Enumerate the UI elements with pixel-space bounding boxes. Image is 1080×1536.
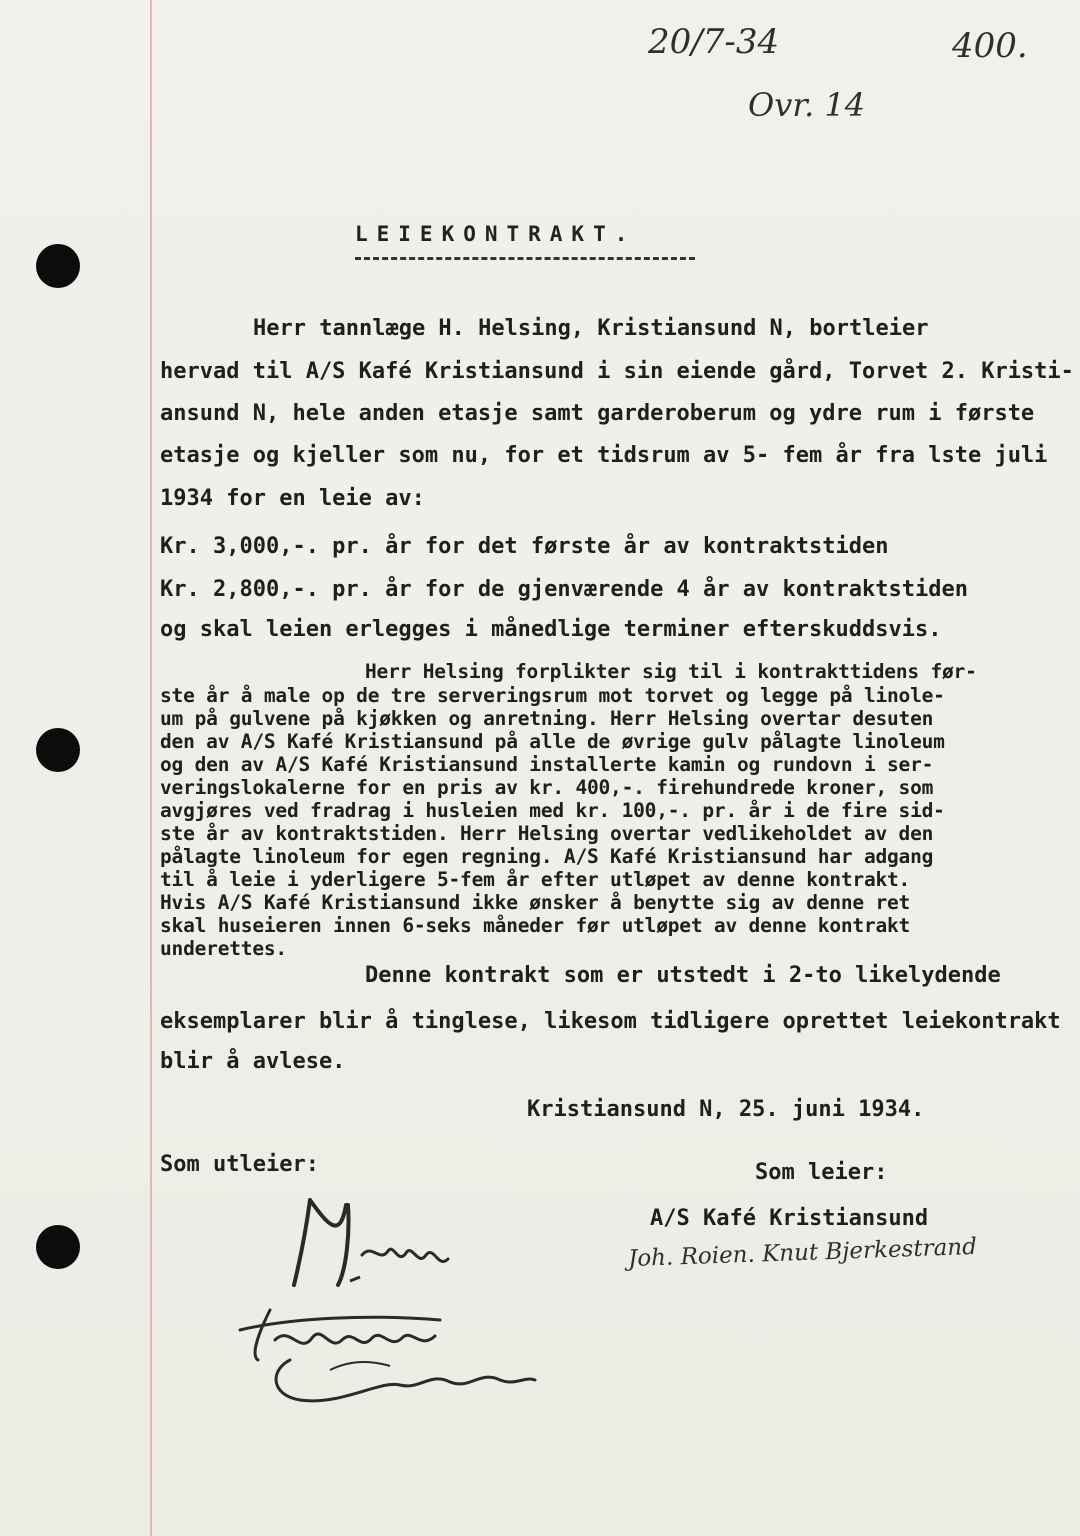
witness-signature-image [230,1300,540,1420]
title-underline [355,257,695,260]
para2-line-6: veringslokalerne for en pris av kr. 400,-. firehundrede kroner, som [160,776,934,799]
para2-line-10: til å leie i yderligere 5-fem år efter utløpet av denne kontrakt. [160,868,911,891]
para2-line-12: skal huseieren innen 6-seks måneder før utløpet av denne kontrakt [160,914,911,937]
punch-hole-middle [36,728,80,772]
para2-line-1: Herr Helsing forplikter sig til i kontrakttidens før- [365,660,977,683]
sub-note: Ovr. 14 [748,86,866,124]
para1-line-4: etasje og kjeller som nu, for et tidsrum av 5- fem år fra lste juli [160,443,1048,468]
para2-line-5: og den av A/S Kafé Kristiansund installerte kamin og rundovn i ser- [160,753,934,776]
para3-line-2: eksemplarer blir å tinglese, likesom tidligere oprettet leiekontrakt [160,1009,1061,1034]
para2-line-4: den av A/S Kafé Kristiansund på alle de øvrige gulv pålagte linoleum [160,730,945,753]
para1-line-5: 1934 for en leie av: [160,486,425,511]
lessee-signers-signature: Joh. Roien. Knut Bjerkestrand [627,1233,978,1273]
para2-line-9: pålagte linoleum for egen regning. A/S Kafé Kristiansund har adgang [160,845,934,868]
para1-line-8: og skal leien erlegges i månedlige terminer efterskuddsvis. [160,617,942,642]
place-date: Kristiansund N, 25. juni 1934. [527,1097,925,1122]
para1-line-6: Kr. 3,000,-. pr. år for det første år av kontraktstiden [160,534,889,559]
para2-line-8: ste år av kontraktstiden. Herr Helsing overtar vedlikeholdet av den [160,822,934,845]
page-number: 400. [952,26,1028,66]
para1-line-1: Herr tannlæge H. Helsing, Kristiansund N, bortleier [253,316,929,341]
lessor-signature-image [280,1185,460,1295]
lessee-company: A/S Kafé Kristiansund [650,1206,929,1231]
lessee-label: Som leier: [755,1160,888,1185]
punch-hole-bottom [36,1225,80,1269]
date-note: 20/7-34 [648,22,780,62]
para3-line-3: blir å avlese. [160,1049,346,1074]
para1-line-2: hervad til A/S Kafé Kristiansund i sin eiende gård, Torvet 2. Kristi- [160,359,1074,384]
margin-rule [150,0,152,1536]
para2-line-13: underettes. [160,937,287,960]
lessor-label: Som utleier: [160,1152,319,1177]
para2-line-3: um på gulvene på kjøkken og anretning. Herr Helsing overtar desuten [160,707,934,730]
para2-line-7: avgjøres ved fradrag i husleien med kr. 100,-. pr. år i de fire sid- [160,799,945,822]
punch-hole-top [36,244,80,288]
para2-line-11: Hvis A/S Kafé Kristiansund ikke ønsker å benytte sig av denne ret [160,891,911,914]
para1-line-7: Kr. 2,800,-. pr. år for de gjenværende 4 år av kontraktstiden [160,577,968,602]
document-title: LEIEKONTRAKT. [355,222,637,246]
para3-line-1: Denne kontrakt som er utstedt i 2-to likelydende [365,963,1001,988]
para1-line-3: ansund N, hele anden etasje samt garderoberum og ydre rum i første [160,401,1035,426]
para2-line-2: ste år å male op de tre serveringsrum mot torvet og legge på linole- [160,684,945,707]
